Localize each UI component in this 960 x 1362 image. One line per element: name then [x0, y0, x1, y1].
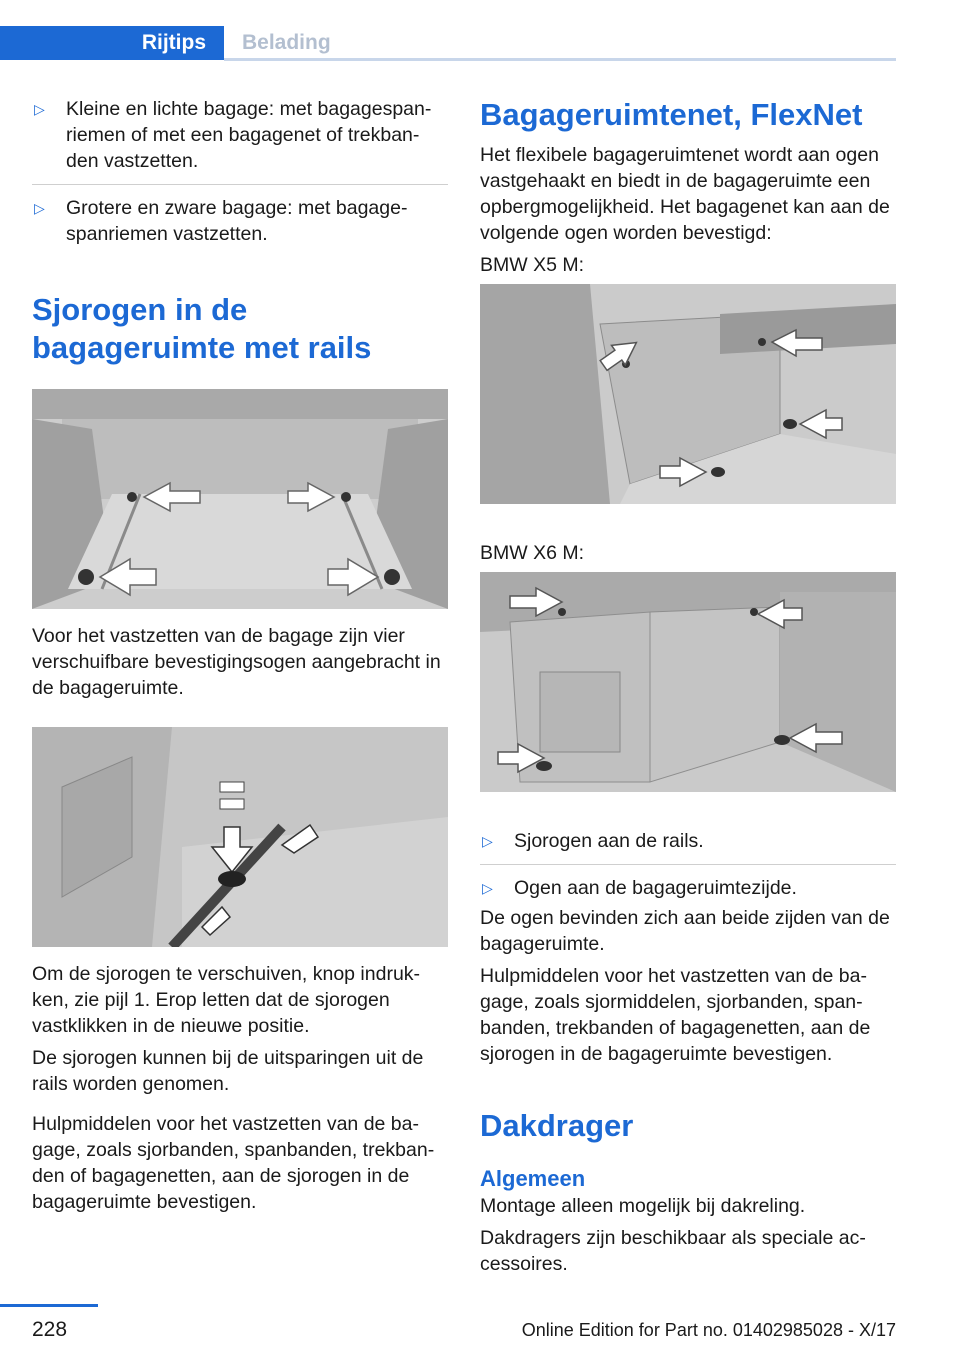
- triangle-bullet-icon: ▷: [34, 101, 45, 117]
- paragraph: De sjorogen kunnen bij de uitsparingen uit de rails worden genomen.: [32, 1047, 424, 1095]
- rail-detail-illustration: [32, 727, 448, 947]
- figure-cargo-rails: [32, 389, 448, 609]
- tab-belading[interactable]: Belading: [242, 31, 331, 54]
- section-heading: Dakdrager: [480, 1108, 634, 1143]
- triangle-bullet-icon: ▷: [482, 880, 493, 896]
- list-item: ▷ Sjorogen aan de rails.: [482, 830, 704, 852]
- figure-x6-net: [480, 572, 896, 792]
- figure-rail-button: [32, 727, 448, 947]
- paragraph: De ogen bevinden zich aan beide zijden van de bagageruimte.: [480, 907, 890, 955]
- paragraph: Hulpmiddelen voor het vastzetten van de ba-gage, zoals sjorbanden, spanbanden, trekban-den of bagagenetten, aan de sjorogen in de bagageruimte bevestigen.: [32, 1113, 435, 1213]
- list-item: ▷ Ogen aan de bagageruimtezijde.: [482, 877, 797, 899]
- header-rule: [224, 58, 896, 61]
- paragraph: Dakdragers zijn beschikbaar als speciale ac-cessoires.: [480, 1227, 866, 1275]
- section-heading: Sjorogen in de bagageruimte met rails: [32, 292, 372, 365]
- figure-x5-net: [480, 284, 896, 504]
- page-number: 228: [32, 1318, 68, 1341]
- paragraph: Voor het vastzetten van de bagage zijn vier verschuifbare bevestigingsogen aangebracht in de bagageruimte.: [32, 625, 441, 699]
- figure-caption-x5: BMW X5 M:: [480, 254, 585, 276]
- paragraph: Het flexibele bagageruimtenet wordt aan ogen vastgehaakt en biedt in de bagageruimte een opbergmogelijkheid. Het bagagenet kan aan de volgende ogen worden bevestigd:: [480, 144, 890, 244]
- page-header: [0, 0, 960, 64]
- x6-cargo-illustration: [480, 572, 896, 792]
- paragraph: Om de sjorogen te verschuiven, knop indruk-ken, zie pijl 1. Erop letten dat de sjorogen vastklikken in de nieuwe positie.: [32, 963, 421, 1037]
- paragraph: Hulpmiddelen voor het vastzetten van de ba-gage, zoals sjormiddelen, sjorbanden, span-banden, trekbanden of bagagenetten, aan de sjorogen in de bagageruimte bevestigen.: [480, 965, 871, 1065]
- list-item: ▷ Grotere en zware bagage: met bagage-spanriemen vastzetten.: [34, 197, 408, 245]
- tab-rijtips[interactable]: Rijtips: [0, 26, 224, 60]
- x5-cargo-illustration: [480, 284, 896, 504]
- cargo-floor-illustration: [32, 389, 448, 609]
- edition-note: Online Edition for Part no. 01402985028 - X/17: [521, 1320, 896, 1340]
- footer-rule: [0, 1304, 98, 1307]
- triangle-bullet-icon: ▷: [34, 200, 45, 216]
- subsection-heading: Algemeen: [480, 1166, 586, 1191]
- right-column: [480, 96, 896, 1283]
- divider: [480, 864, 896, 865]
- left-column: [32, 96, 448, 1221]
- list-item: ▷ Kleine en lichte bagage: met bagagespan-riemen of met een bagagenet of trekban-den vastzetten.: [34, 98, 432, 172]
- triangle-bullet-icon: ▷: [482, 833, 493, 849]
- paragraph: Montage alleen mogelijk bij dakreling.: [480, 1195, 806, 1217]
- divider: [32, 184, 448, 185]
- section-heading: Bagageruimtenet, FlexNet: [480, 97, 863, 132]
- figure-caption-x6: BMW X6 M:: [480, 542, 585, 564]
